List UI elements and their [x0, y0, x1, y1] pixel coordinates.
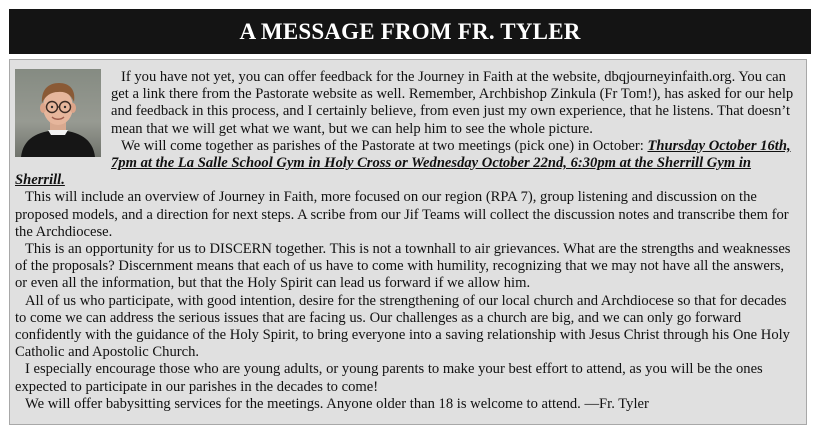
message-body — [10, 60, 806, 413]
paragraph — [15, 396, 798, 413]
portrait-image — [15, 69, 101, 157]
paragraph — [15, 69, 798, 138]
signoff-text: We will offer babysitting services for the meetings. Anyone older than 18 is welcome to attend. —Fr. Tyler — [25, 395, 649, 412]
paragraph — [15, 189, 798, 241]
paragraph-text: We will come together as parishes of the Pastorate at two meetings (pick one) in October: — [121, 137, 648, 154]
page-title: A MESSAGE FROM FR. TYLER — [239, 18, 581, 44]
paragraph-text: This will include an overview of Journey in Faith, more focused on our region (RPA 7), group listening and discussion on the proposed models, and a direction for next steps. A scribe from our Jif Teams will collect the discussion notes and transcribe them for the Archdiocese. — [15, 189, 789, 240]
paragraph-text: This is an opportunity for us to DISCERN together. This is not a townhall to air grievances. What are the strengths and weaknesses of the proposals? Discernment means that each of us have to come with humility, recognizing that we may not have all the answers, or even all the information, but that the Holy Spirit can lead us forward if we allow him. — [15, 241, 791, 292]
author-photo — [15, 69, 101, 157]
paragraph — [15, 293, 798, 362]
meeting-details: Thursday October 16th, 7pm at the La Salle School Gym in Holy Cross or Wednesday October 22nd, 6:30pm at the Sherrill Gym in Sherrill. — [15, 137, 791, 189]
paragraph — [15, 138, 798, 190]
paragraph-text: If you have not yet, you can offer feedback for the Journey in Faith at the website, dbqjourneyinfaith.org. You can get a link there from the Pastorate website as well. Remember, Archbishop Zinkula (Fr Tom!), has asked for our help and feedback in this process, and I certainly believe, from even just my own experience, that he listens. That doesn’t mean that we will get what we want, but we can help him to see the whole picture. — [111, 69, 794, 137]
message-box — [9, 59, 807, 425]
paragraph-text: All of us who participate, with good intention, desire for the strengthening of our local church and Archdiocese so that for decades to come we can address the serious issues that are facing us. Our challenges as a church are big, and we can only go forward confidently with the guidance of the Holy Spirit, to bring everyone into a saving relationship with Jesus Christ through his One Holy Catholic and Apostolic Church. — [15, 292, 790, 361]
paragraph — [15, 361, 798, 395]
header-bar — [9, 9, 811, 54]
paragraph-text: I especially encourage those who are young adults, or young parents to make your best effort to attend, as you will be the ones expected to participate in our parishes in the decades to come! — [15, 361, 763, 395]
paragraph — [15, 241, 798, 293]
